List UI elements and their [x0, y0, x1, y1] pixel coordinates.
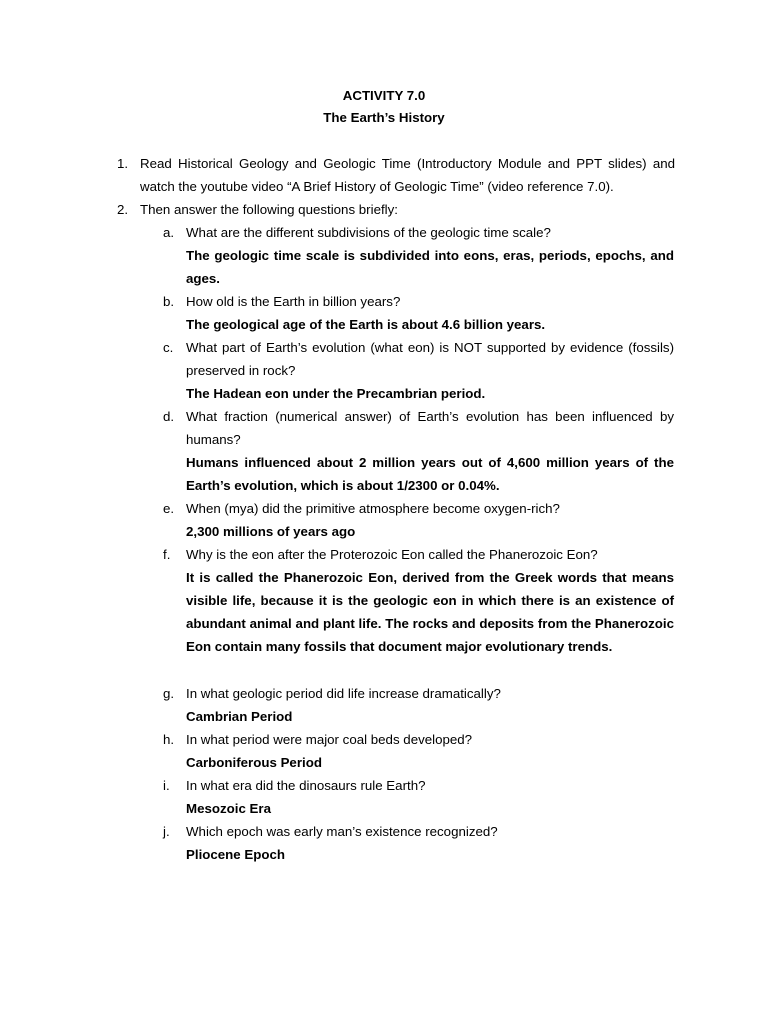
question-letter: g.: [163, 686, 175, 701]
answer-text: The geologic time scale is subdivided into eons, eras, periods, epochs, and ages.: [186, 248, 674, 286]
answer-text: The Hadean eon under the Precambrian period.: [186, 386, 486, 401]
instruction-line: and watch the youtube video “A Brief History of Geologic Time” (video reference 7.0).: [140, 156, 675, 194]
question-letter: d.: [163, 409, 175, 424]
question-letter: c.: [163, 340, 174, 355]
question-text: Which epoch was early man’s existence recognized?: [186, 824, 498, 839]
answer-text: It is called the Phanerozoic Eon, derived from the Greek words that means visible life, because it is the geologic eon in which there is an existence of abundant animal and plant life. The rocks and deposits from the Phanerozoic Eon contain many fossils that document major evolutionary trends.: [186, 570, 674, 654]
instruction-line: Read Historical Geology and Geologic Time (Introductory Module and PPT slides): [140, 156, 647, 171]
answer-text: Pliocene Epoch: [186, 847, 286, 862]
answer-text: Cambrian Period: [186, 709, 293, 724]
instruction-number: 2.: [117, 202, 129, 217]
question-text: How old is the Earth in billion years?: [186, 294, 401, 309]
instruction-text: [140, 152, 675, 198]
activity-subtitle: The Earth’s History: [323, 110, 445, 125]
activity-title: ACTIVITY 7.0: [342, 88, 426, 103]
question-letter: j.: [163, 824, 170, 839]
question-text: What part of Earth’s evolution (what eon) is NOT supported by evidence (fossils) preserved in rock?: [186, 340, 674, 378]
answer-text: The geological age of the Earth is about 4.6 billion years.: [186, 317, 546, 332]
question-letter: b.: [163, 294, 175, 309]
question-letter: a.: [163, 225, 175, 240]
question-text: What fraction (numerical answer) of Earth’s evolution has been influenced by humans?: [186, 409, 674, 447]
question-text: In what period were major coal beds developed?: [186, 732, 473, 747]
question-text: In what geologic period did life increase dramatically?: [186, 686, 501, 701]
question-text: Why is the eon after the Proterozoic Eon called the Phanerozoic Eon?: [186, 547, 598, 562]
question-text: In what era did the dinosaurs rule Earth?: [186, 778, 426, 793]
question-letter: e.: [163, 501, 175, 516]
question-letter: h.: [163, 732, 175, 747]
instruction-text: Then answer the following questions briefly:: [140, 202, 398, 217]
answer-text: 2,300 millions of years ago: [186, 524, 356, 539]
question-text: What are the different subdivisions of the geologic time scale?: [186, 225, 551, 240]
answer-text: Humans influenced about 2 million years out of 4,600 million years of the Earth’s evolution, which is about 1/2300 or 0.04%.: [186, 455, 674, 493]
answer-text: Mesozoic Era: [186, 801, 271, 816]
question-letter: f.: [163, 547, 171, 562]
answer-text: Carboniferous Period: [186, 755, 322, 770]
question-text: When (mya) did the primitive atmosphere become oxygen-rich?: [186, 501, 560, 516]
question-letter: i.: [163, 778, 170, 793]
instruction-number: 1.: [117, 156, 129, 171]
